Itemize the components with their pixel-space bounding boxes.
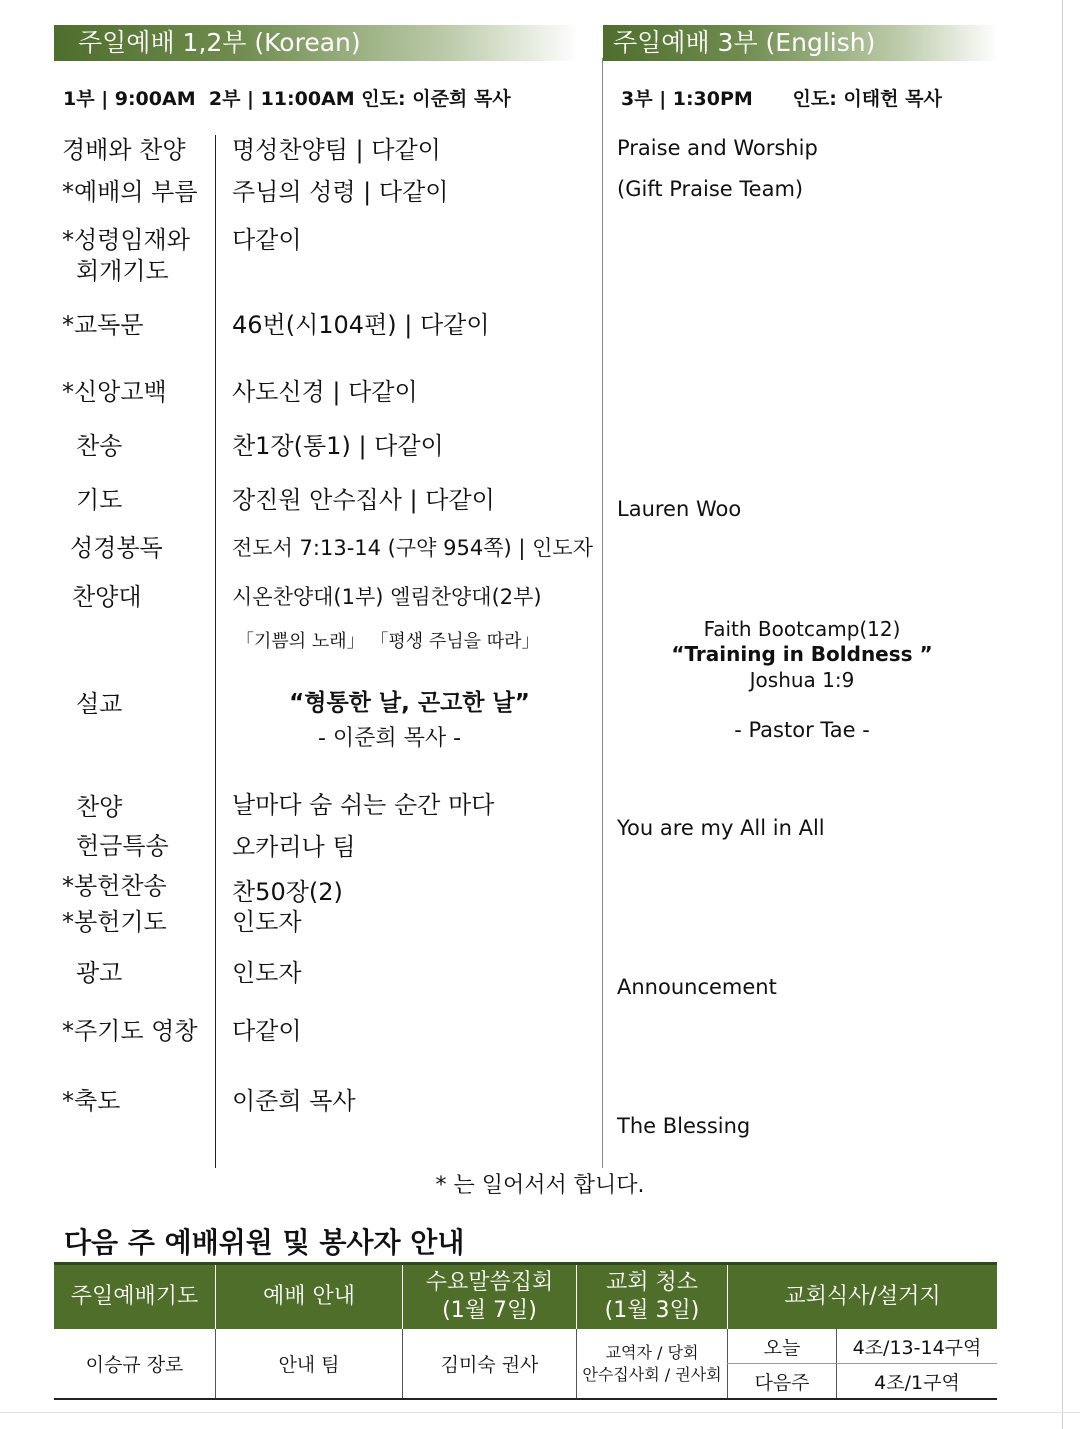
header-wednesday-date: (1월 7일) [442,1298,537,1323]
order-label-sermon: 설교 [76,690,123,718]
next-cleaning-line1: 교역자 / 당회 [605,1342,699,1362]
order-label-benediction: *축도 [62,1087,121,1115]
order-label-prayer: 기도 [76,486,123,514]
meal-today-label: 오늘 [728,1329,837,1364]
order-label-creed: *신앙고백 [62,378,167,406]
english-column-divider [602,58,603,1168]
next-week-row-1 [54,1329,997,1364]
order-value-praise: 명성찬양팀 | 다같이 [232,136,441,164]
korean-service-times: 1부 | 9:00AM 2부 | 11:00AM 인도: 이준희 목사 [63,88,511,110]
order-value-choir-songs: 「기쁨의 노래」 「평생 주님을 따라」 [236,631,540,652]
order-value-benediction: 이준희 목사 [232,1087,356,1115]
order-value-offertory-hymn: 찬50장(2) [232,878,343,906]
english-song: You are my All in All [617,816,825,840]
order-value-responsive-reading: 46번(시104편) | 다같이 [232,311,490,339]
header-cleaning-title: 교회 청소 [605,1270,698,1295]
order-label-call-to-worship: *예배의 부름 [62,178,198,206]
sermon-title: “형통한 날, 곤고한 날” [289,690,530,716]
order-label-offertory-prayer: *봉헌기도 [62,908,167,936]
header-cleaning [577,1264,728,1330]
order-label-lords-prayer: *주기도 영창 [62,1017,198,1045]
order-value-choir: 시온찬양대(1부) 엘림찬양대(2부) [232,585,542,609]
meal-today-group: 4조/13-14구역 [837,1329,998,1364]
order-label-hymn: 찬송 [76,432,123,460]
english-sermon-preacher: - Pastor Tae - [734,718,870,742]
order-label-invocation-line2: 회개기도 [76,257,169,285]
order-value-song: 날마다 숨 쉬는 순간 마다 [232,791,495,819]
order-value-announcements: 인도자 [232,959,302,987]
english-sermon-passage: Joshua 1:9 [749,668,855,692]
next-week-table [54,1262,997,1400]
order-label-invocation: *성령임재와 [62,226,190,254]
order-label-scripture: 성경봉독 [70,534,163,562]
order-value-invocation: 다같이 [232,226,302,254]
sermon-preacher: - 이준희 목사 - [317,726,462,751]
order-label-praise: 경배와 찬양 [62,136,186,164]
next-prayer: 이승규 장로 [54,1329,216,1399]
order-label-song: 찬양 [76,793,123,821]
order-value-scripture: 전도서 7:13-14 (구약 954쪽) | 인도자 [232,536,593,560]
next-week-header-row [54,1264,997,1330]
next-cleaning [577,1329,728,1399]
meal-next-group: 4조/1구역 [837,1364,998,1400]
next-cleaning-line2: 안수집사회 / 권사회 [582,1364,722,1384]
header-meal: 교회식사/설거지 [728,1264,998,1330]
order-label-responsive-reading: *교독문 [62,311,144,339]
next-week-title: 다음 주 예배위원 및 봉사자 안내 [64,1226,465,1259]
next-usher: 안내 팀 [216,1329,403,1399]
header-wednesday [403,1264,577,1330]
english-announcement: Announcement [617,975,777,999]
order-value-call-to-worship: 주님의 성령 | 다같이 [232,178,449,206]
order-label-choir: 찬양대 [72,583,142,611]
order-value-creed: 사도신경 | 다같이 [232,378,418,406]
english-sermon-series: Faith Bootcamp(12) [703,617,901,641]
header-sunday-prayer: 주일예배기도 [54,1264,216,1330]
page-border-right [1062,0,1063,1429]
english-service-times: 3부 | 1:30PM 인도: 이태헌 목사 [621,88,942,110]
english-blessing: The Blessing [617,1114,751,1138]
order-value-prayer: 장진원 안수집사 | 다같이 [232,486,495,514]
standing-note: * 는 일어서서 합니다. [435,1173,645,1198]
meal-next-label: 다음주 [728,1364,837,1400]
next-wednesday: 김미숙 권사 [403,1329,577,1399]
order-label-announcements: 광고 [76,959,123,987]
header-usher: 예배 안내 [216,1264,403,1330]
header-cleaning-date: (1월 3일) [604,1298,700,1323]
order-value-lords-prayer: 다같이 [232,1017,302,1045]
english-sermon-title: “Training in Boldness ” [671,642,933,666]
column-divider [215,135,216,1168]
order-label-offertory-special: 헌금특송 [76,832,169,860]
header-wednesday-title: 수요말씀집회 [425,1270,554,1295]
order-value-hymn: 찬1장(통1) | 다같이 [232,432,444,460]
english-prayer: Lauren Woo [617,497,742,521]
page-border-bottom [0,1412,1080,1413]
english-praise: Praise and Worship [617,136,818,160]
order-label-offertory-hymn: *봉헌찬송 [62,872,167,900]
order-value-offertory-prayer: 인도자 [232,908,302,936]
korean-service-header: 주일예배 1,2부 (Korean) [54,25,579,61]
english-service-header: 주일예배 3부 (English) [603,25,998,61]
english-praise-team: (Gift Praise Team) [617,177,804,201]
order-value-offertory-special: 오카리나 팀 [232,833,356,861]
